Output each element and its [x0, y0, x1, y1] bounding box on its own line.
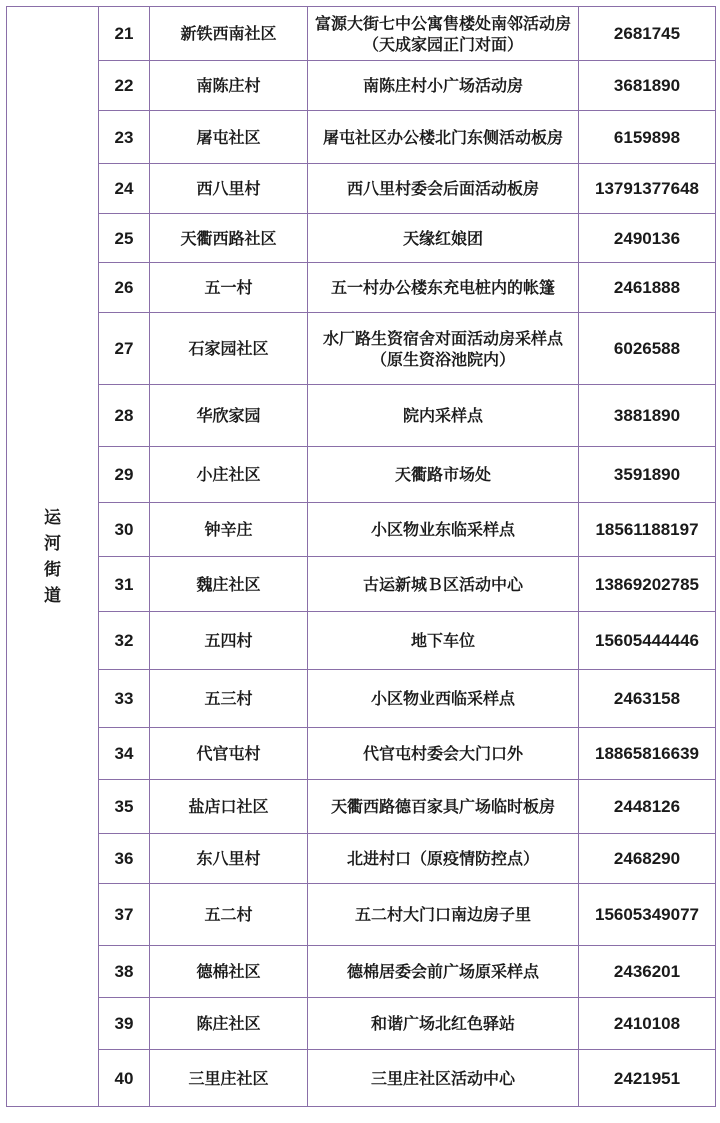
community-name-cell: 三里庄社区 — [150, 1050, 308, 1107]
contact-phone-cell: 2463158 — [579, 670, 716, 728]
community-name-cell: 华欣家园 — [150, 385, 308, 447]
community-name-cell: 屠屯社区 — [150, 111, 308, 164]
table-row — [7, 780, 716, 834]
row-number-cell: 22 — [99, 61, 150, 111]
row-number-cell: 38 — [99, 946, 150, 998]
contact-phone-cell: 6026588 — [579, 313, 716, 385]
community-name-cell: 德棉社区 — [150, 946, 308, 998]
row-number-cell: 24 — [99, 164, 150, 214]
row-number-cell: 31 — [99, 557, 150, 612]
contact-phone-cell: 18561188197 — [579, 503, 716, 557]
community-name-cell: 南陈庄村 — [150, 61, 308, 111]
community-name-cell: 五二村 — [150, 884, 308, 946]
table-row — [7, 7, 716, 61]
contact-phone-cell: 3681890 — [579, 61, 716, 111]
row-number-cell: 32 — [99, 612, 150, 670]
street-name: 运河街道 — [44, 507, 61, 606]
table-row — [7, 728, 716, 780]
table-row — [7, 263, 716, 313]
contact-phone-cell: 2681745 — [579, 7, 716, 61]
row-number-cell: 40 — [99, 1050, 150, 1107]
community-name-cell: 新铁西南社区 — [150, 7, 308, 61]
sampling-location-cell: 地下车位 — [308, 612, 579, 670]
table-row — [7, 111, 716, 164]
table-row — [7, 313, 716, 385]
row-number-cell: 26 — [99, 263, 150, 313]
table-row — [7, 998, 716, 1050]
sampling-location-cell: 五二村大门口南边房子里 — [308, 884, 579, 946]
sampling-location-cell: 天缘红娘团 — [308, 214, 579, 263]
table-row — [7, 834, 716, 884]
sampling-location-cell: 水厂路生资宿舍对面活动房采样点（原生资浴池院内） — [308, 313, 579, 385]
sampling-location-cell: 院内采样点 — [308, 385, 579, 447]
row-number-cell: 30 — [99, 503, 150, 557]
row-number-cell: 34 — [99, 728, 150, 780]
community-name-cell: 五四村 — [150, 612, 308, 670]
table-row — [7, 164, 716, 214]
row-number-cell: 27 — [99, 313, 150, 385]
row-number-cell: 25 — [99, 214, 150, 263]
contact-phone-cell: 13869202785 — [579, 557, 716, 612]
table-body — [7, 7, 716, 1107]
sampling-location-cell: 西八里村委会后面活动板房 — [308, 164, 579, 214]
table-row — [7, 557, 716, 612]
community-name-cell: 魏庄社区 — [150, 557, 308, 612]
contact-phone-cell: 18865816639 — [579, 728, 716, 780]
contact-phone-cell: 15605444446 — [579, 612, 716, 670]
community-name-cell: 西八里村 — [150, 164, 308, 214]
table-row — [7, 214, 716, 263]
contact-phone-cell: 2421951 — [579, 1050, 716, 1107]
community-name-cell: 盐店口社区 — [150, 780, 308, 834]
street-name-cell — [7, 7, 99, 1107]
contact-phone-cell: 2490136 — [579, 214, 716, 263]
community-name-cell: 代官屯村 — [150, 728, 308, 780]
sampling-location-cell: 天衢路市场处 — [308, 447, 579, 503]
contact-phone-cell: 3881890 — [579, 385, 716, 447]
community-name-cell: 石家园社区 — [150, 313, 308, 385]
sampling-location-cell: 德棉居委会前广场原采样点 — [308, 946, 579, 998]
table-row — [7, 612, 716, 670]
row-number-cell: 29 — [99, 447, 150, 503]
community-name-cell: 陈庄社区 — [150, 998, 308, 1050]
sampling-location-cell: 北进村口（原疫情防控点） — [308, 834, 579, 884]
contact-phone-cell: 2436201 — [579, 946, 716, 998]
contact-phone-cell: 6159898 — [579, 111, 716, 164]
row-number-cell: 21 — [99, 7, 150, 61]
sampling-location-cell: 代官屯村委会大门口外 — [308, 728, 579, 780]
contact-phone-cell: 2410108 — [579, 998, 716, 1050]
sampling-location-cell: 小区物业西临采样点 — [308, 670, 579, 728]
sampling-sites-table — [6, 6, 716, 1107]
community-name-cell: 五一村 — [150, 263, 308, 313]
contact-phone-cell: 3591890 — [579, 447, 716, 503]
table-row — [7, 447, 716, 503]
table-row — [7, 503, 716, 557]
row-number-cell: 37 — [99, 884, 150, 946]
contact-phone-cell: 15605349077 — [579, 884, 716, 946]
sampling-location-cell: 南陈庄村小广场活动房 — [308, 61, 579, 111]
table-row — [7, 61, 716, 111]
row-number-cell: 33 — [99, 670, 150, 728]
community-name-cell: 小庄社区 — [150, 447, 308, 503]
sampling-location-cell: 富源大街七中公寓售楼处南邻活动房（天成家园正门对面） — [308, 7, 579, 61]
contact-phone-cell: 2468290 — [579, 834, 716, 884]
community-name-cell: 五三村 — [150, 670, 308, 728]
table-row — [7, 1050, 716, 1107]
sampling-location-cell: 五一村办公楼东充电桩内的帐篷 — [308, 263, 579, 313]
table-row — [7, 884, 716, 946]
sampling-location-cell: 小区物业东临采样点 — [308, 503, 579, 557]
contact-phone-cell: 13791377648 — [579, 164, 716, 214]
sampling-location-cell: 三里庄社区活动中心 — [308, 1050, 579, 1107]
contact-phone-cell: 2461888 — [579, 263, 716, 313]
sampling-location-cell: 屠屯社区办公楼北门东侧活动板房 — [308, 111, 579, 164]
row-number-cell: 23 — [99, 111, 150, 164]
table-row — [7, 670, 716, 728]
row-number-cell: 35 — [99, 780, 150, 834]
sampling-location-cell: 和谐广场北红色驿站 — [308, 998, 579, 1050]
contact-phone-cell: 2448126 — [579, 780, 716, 834]
sampling-location-cell: 天衢西路德百家具广场临时板房 — [308, 780, 579, 834]
community-name-cell: 东八里村 — [150, 834, 308, 884]
sampling-location-cell: 古运新城Ｂ区活动中心 — [308, 557, 579, 612]
community-name-cell: 钟辛庄 — [150, 503, 308, 557]
row-number-cell: 39 — [99, 998, 150, 1050]
table-row — [7, 946, 716, 998]
row-number-cell: 36 — [99, 834, 150, 884]
community-name-cell: 天衢西路社区 — [150, 214, 308, 263]
table-row — [7, 385, 716, 447]
row-number-cell: 28 — [99, 385, 150, 447]
